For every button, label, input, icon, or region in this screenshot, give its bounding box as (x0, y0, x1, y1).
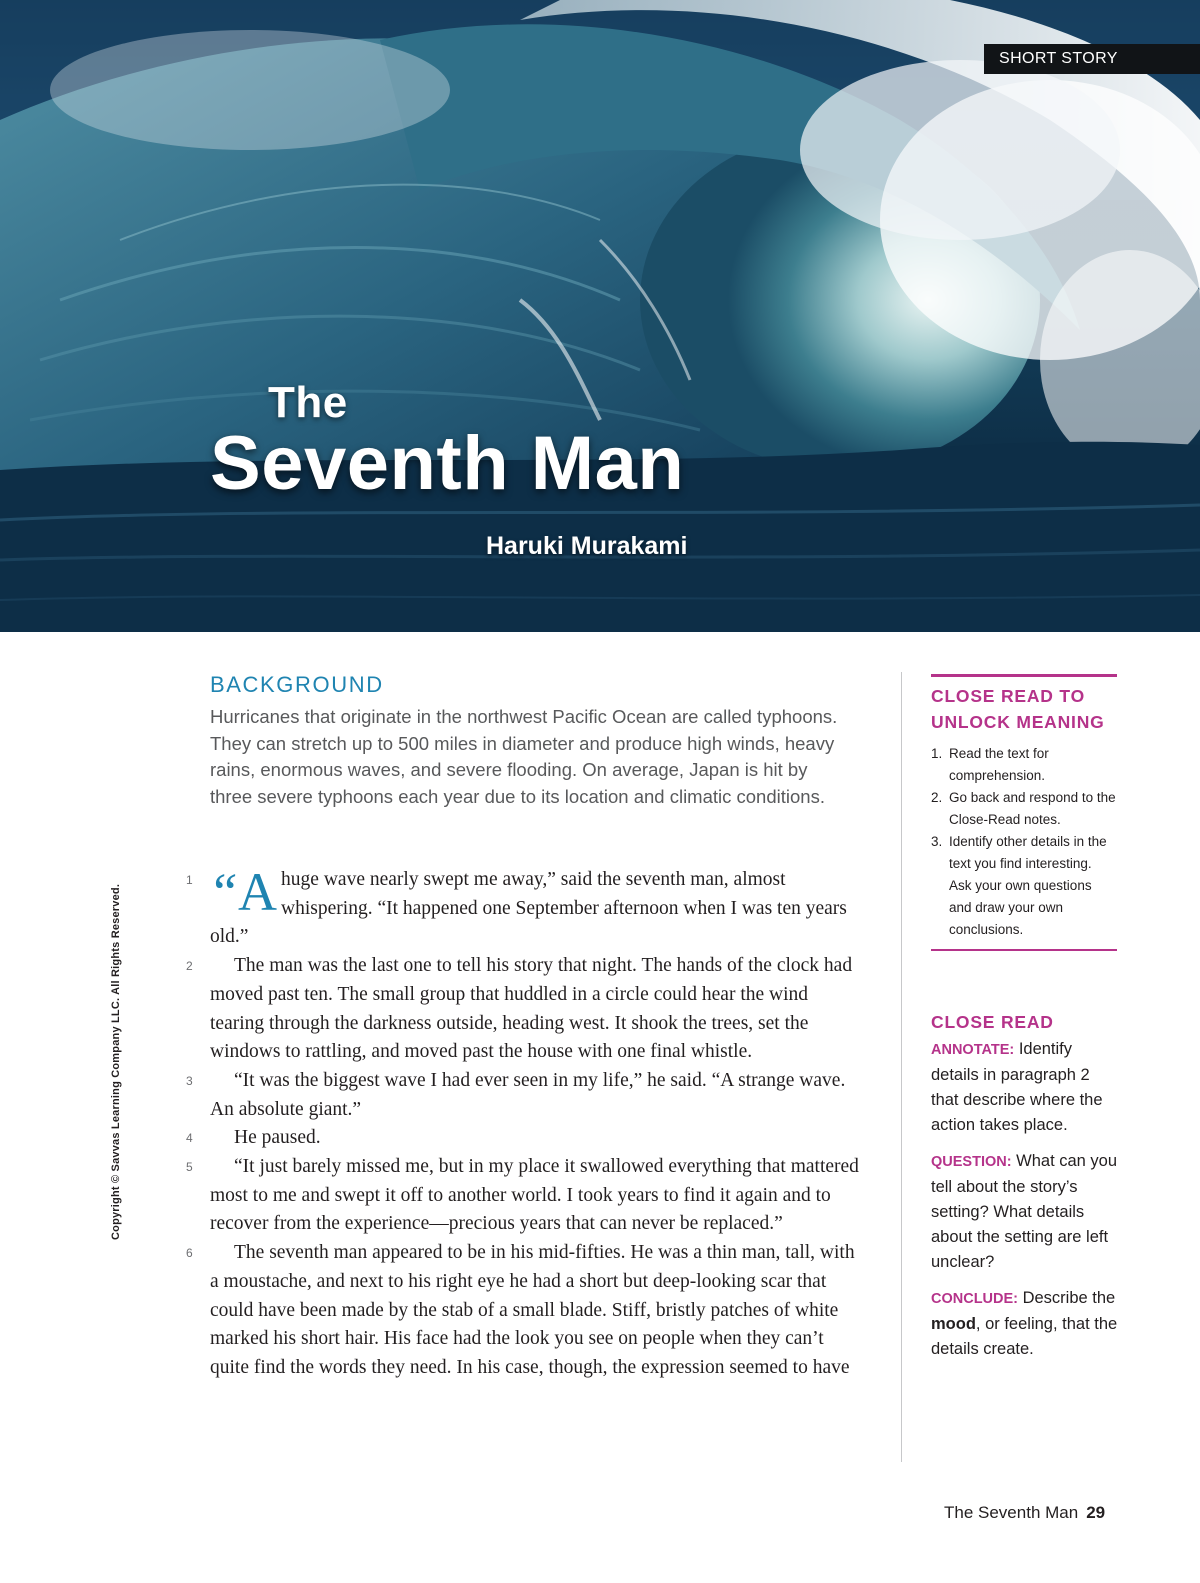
paragraph-text: The seventh man appeared to be in his mid-fifties. He was a thin man, tall, with a moustache, and next to his right eye he had a short but deep-looking scar that could have been made by the stab of a small blade. Stiff, bristly patches of white marked his short hair. His face had the look you see on people when they can’t quite find the words they need. In his case, though, the expression seemed to have (210, 1242, 855, 1378)
title-line-1: CLOSE READ TO (931, 686, 1085, 706)
paragraph-number: 4 (186, 1131, 193, 1146)
column-divider (901, 672, 902, 1462)
annotate-text: Identify details in paragraph 2 that describe where the action takes place. (931, 1040, 1103, 1134)
conclude-text-end: , or feeling, that the details create. (931, 1315, 1118, 1358)
question-label: QUESTION: (931, 1154, 1012, 1170)
close-read-title: CLOSE READ (931, 1012, 1054, 1032)
paragraph-number: 1 (186, 873, 193, 887)
conclude-text: Describe the (1018, 1289, 1116, 1307)
paragraph-number: 2 (186, 959, 193, 974)
item-text: Go back and respond to the Close-Read notes. (949, 790, 1116, 827)
paragraph-number: 5 (186, 1160, 193, 1175)
item-number: 2. (931, 790, 943, 805)
paragraph-text: “It just barely missed me, but in my place it swallowed everything that mattered most to me and swept it off to another world. I took years to find it again and to recover from the experience—precious years that can never be replaced.” (210, 1156, 859, 1235)
drop-cap (208, 862, 278, 922)
paragraph-number: 6 (186, 1246, 193, 1261)
list-item (931, 787, 1117, 831)
page-title: Seventh Man (210, 421, 685, 506)
mood-term: mood (931, 1315, 976, 1333)
close-read-unlock-title (931, 683, 1117, 735)
question-text: What can you tell about the story’s setting? What details about the setting are left unclear? (931, 1152, 1118, 1271)
paragraph-3 (186, 1067, 860, 1124)
paragraph-text: The man was the last one to tell his story that night. The hands of the clock had moved past ten. The small group that huddled in a circle could hear the wind tearing through the darkness outside, heading west. It shook the trees, set the windows to rattling, and moved past the house with one final whistle. (210, 955, 853, 1063)
paragraph-text: He paused. (234, 1127, 321, 1149)
title-small: The (268, 378, 348, 427)
author-name: Haruki Murakami (486, 532, 688, 560)
title-line-2: UNLOCK MEANING (931, 712, 1105, 732)
list-item (931, 743, 1117, 787)
close-read-steps (931, 743, 1117, 941)
paragraph-text: huge wave nearly swept me away,” said the seventh man, almost whispering. “It happened one September afternoon when I was ten years old.” (210, 869, 847, 948)
close-read-unlock-box (931, 674, 1117, 951)
paragraph-4 (186, 1124, 860, 1153)
paragraph-2 (186, 952, 860, 1067)
paragraph-text: “It was the biggest wave I had ever seen in my life,” he said. “A strange wave. An absolute giant.” (210, 1069, 846, 1120)
background-heading: BACKGROUND (210, 672, 384, 697)
copyright-notice: Copyright © Savvas Learning Company LLC. All Rights Reserved. (110, 883, 122, 1240)
close-read-notes (931, 1012, 1121, 1373)
paragraph-5 (186, 1153, 860, 1239)
section-tag: SHORT STORY (984, 44, 1200, 74)
item-number: 1. (931, 746, 943, 761)
background-text: Hurricanes that originate in the northwest Pacific Ocean are called typhoons. They can stretch up to 500 miles in diameter and produce high winds, heavy rains, enormous waves, and severe flooding. On average, Japan is hit by three severe typhoons each year due to its location and climatic conditions. (210, 706, 838, 807)
conclude-label: CONCLUDE: (931, 1291, 1018, 1307)
list-item (931, 831, 1117, 941)
item-text: Read the text for comprehension. (949, 746, 1049, 783)
drop-cap-letter: A (238, 862, 278, 922)
annotate-label: ANNOTATE: (931, 1042, 1015, 1058)
paragraph-number: 3 (186, 1073, 193, 1088)
story-body (186, 862, 860, 1383)
page-footer (944, 1503, 1105, 1523)
footer-title: The Seventh Man (944, 1503, 1079, 1522)
hero-image (0, 0, 1200, 632)
question-note (931, 1149, 1121, 1275)
paragraph-6 (186, 1239, 860, 1383)
annotate-note (931, 1037, 1121, 1138)
item-text: Identify other details in the text you find interesting. Ask your own questions and draw your own conclusions. (949, 834, 1107, 937)
page-number: 29 (1086, 1503, 1106, 1522)
conclude-note (931, 1286, 1121, 1362)
paragraph-1 (186, 862, 860, 952)
drop-cap-quote: “ (208, 862, 239, 922)
item-number: 3. (931, 834, 943, 849)
